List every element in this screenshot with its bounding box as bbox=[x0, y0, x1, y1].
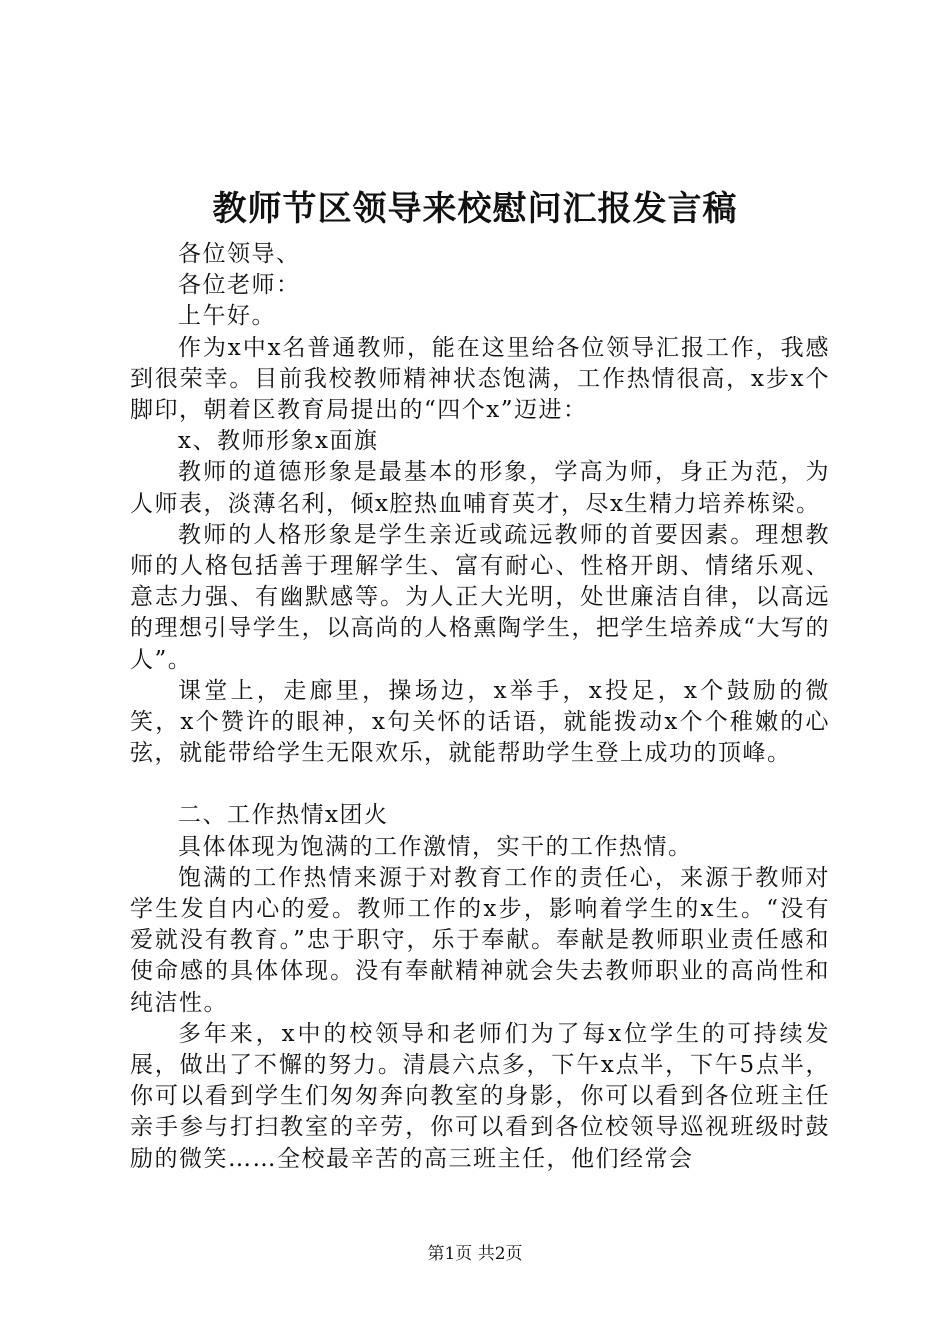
salutation-teachers: 各位老师： bbox=[178, 272, 301, 299]
document-body bbox=[130, 239, 830, 1175]
body-paragraph: 作为x中x名普通教师，能在这里给各位领导汇报工作，我感到很荣幸。目前我校教师精神状态饱满，工作热情很高，x步x个脚印，朝着区教育局提出的“四个x”迈进： bbox=[130, 334, 830, 424]
section-heading: x、教师形象x面旗 bbox=[178, 428, 379, 455]
body-paragraph: 多年来，x中的校领导和老师们为了每x位学生的可持续发展，做出了不懈的努力。清晨六点多，下午x点半，下午5点半，你可以看到学生们匆匆奔向教室的身影，你可以看到各位班主任亲手参与打扫教室的辛劳，你可以看到各位校领导巡视班级时鼓励的微笑……全校最辛苦的高三班主任，他们经常会 bbox=[130, 1020, 830, 1172]
body-paragraph: 具体体现为饱满的工作激情，实干的工作热情。 bbox=[178, 833, 693, 860]
salutation-leaders: 各位领导、 bbox=[178, 241, 301, 267]
greeting: 上午好。 bbox=[178, 303, 276, 330]
body-paragraph: 课堂上，走廊里，操场边，x举手，x投足，x个鼓励的微笑，x个赞许的眼神，x句关怀的话语，就能拨动x个个稚嫩的心弦，就能带给学生无限欢乐，就能帮助学生登上成功的顶峰。 bbox=[130, 677, 830, 767]
page-footer: 第1页 共2页 bbox=[427, 1244, 523, 1264]
section-heading: 二、工作热情x团火 bbox=[178, 802, 389, 829]
body-paragraph: 教师的人格形象是学生亲近或疏远教师的首要因素。理想教师的人格包括善于理解学生、富有耐心、性格开朗、情绪乐观、意志力强、有幽默感等。为人正大光明，处世廉洁自律，以高远的理想引导学生，以高尚的人格熏陶学生，把学生培养成“大写的人”。 bbox=[130, 521, 830, 673]
body-paragraph: 教师的道德形象是最基本的形象，学高为师，身正为范，为人师表，淡薄名利，倾x腔热血哺育英才，尽x生精力培养栋梁。 bbox=[130, 459, 830, 517]
body-paragraph: 饱满的工作热情来源于对教育工作的责任心，来源于教师对学生发自内心的爱。教师工作的x步，影响着学生的x生。“没有爱就没有教育。”忠于职守，乐于奉献。奉献是教师职业责任感和使命感的具体体现。没有奉献精神就会失去教师职业的高尚性和纯洁性。 bbox=[130, 864, 830, 1016]
document-title: 教师节区领导来校慰问汇报发言稿 bbox=[212, 189, 738, 229]
